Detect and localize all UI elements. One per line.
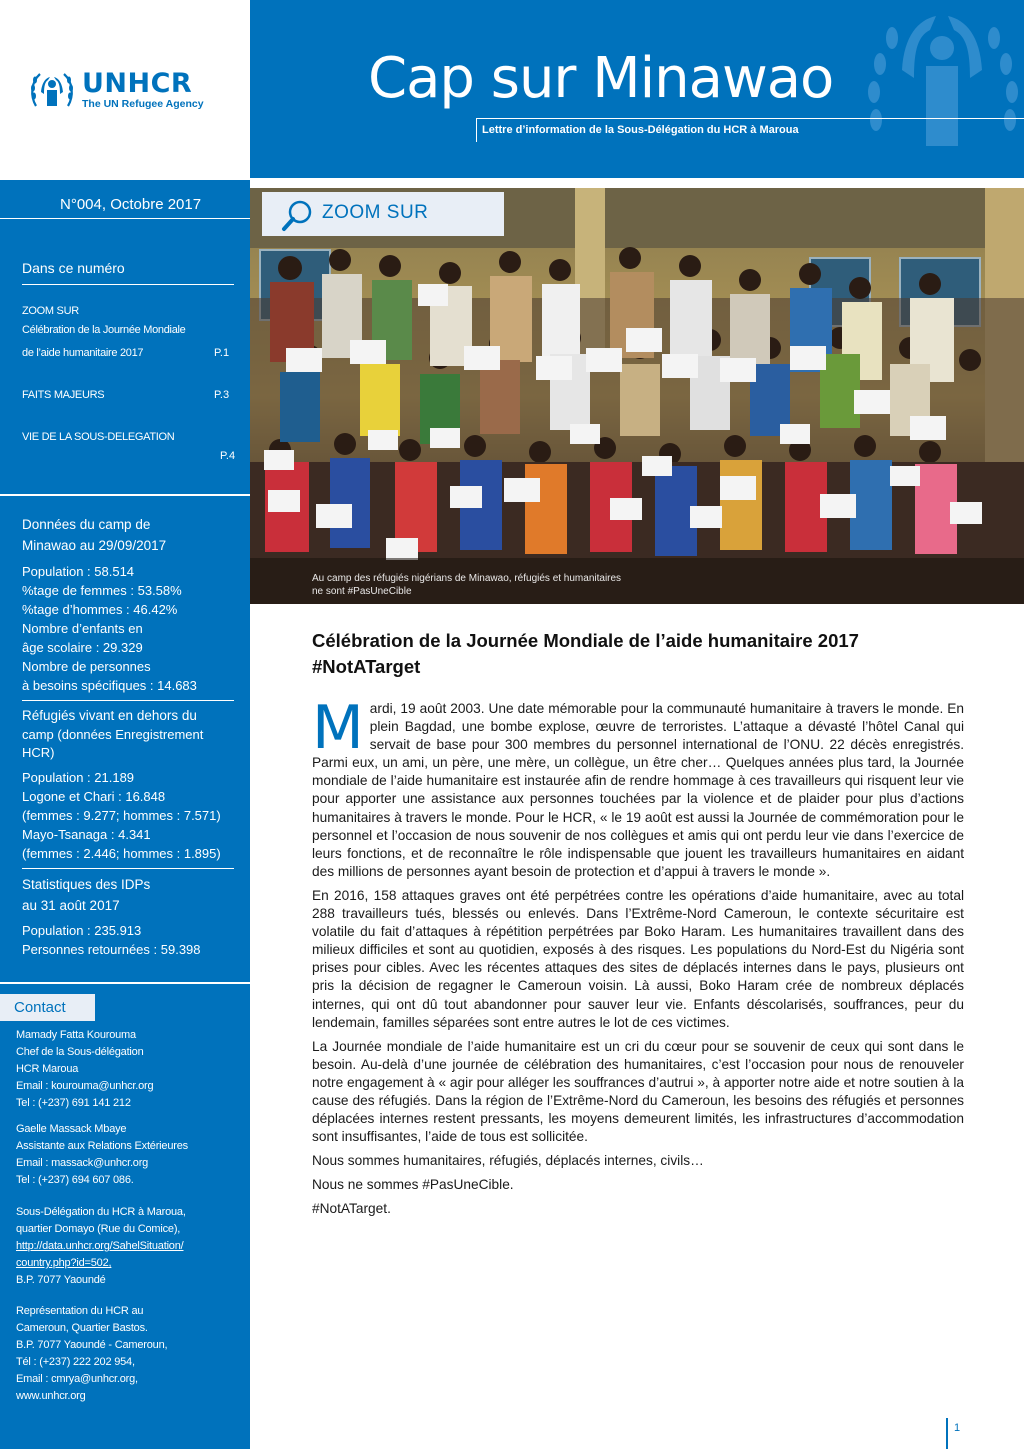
contact-link[interactable] bbox=[16, 1255, 111, 1271]
stats-rule bbox=[22, 700, 234, 701]
unhcr-watermark-icon bbox=[860, 0, 1024, 170]
toc-rule bbox=[22, 284, 234, 285]
contact-email[interactable]: Email : kourouma@unhcr.org bbox=[16, 1080, 154, 1092]
article-paragraph: #NotATarget. bbox=[312, 1201, 391, 1217]
stat-line: à besoins spécifiques : 14.683 bbox=[22, 678, 197, 693]
contact-email[interactable]: Email : massack@unhcr.org bbox=[16, 1157, 149, 1169]
contact-line: B.P. 7077 Yaoundé bbox=[16, 1274, 106, 1286]
toc-heading: Dans ce numéro bbox=[22, 260, 125, 276]
issue-number: N°004, Octobre 2017 bbox=[60, 196, 202, 213]
stat-line: Population : 58.514 bbox=[22, 564, 135, 579]
article-paragraph: Nous ne sommes #PasUneCible. bbox=[312, 1177, 514, 1193]
toc-page: P.1 bbox=[214, 347, 230, 359]
toc-page: P.4 bbox=[220, 450, 236, 462]
contact-line: quartier Domayo (Rue du Comice), bbox=[16, 1223, 181, 1235]
contact-line: Représentation du HCR au bbox=[16, 1305, 144, 1317]
contact-line: Gaelle Massack Mbaye bbox=[16, 1123, 127, 1135]
contact-tab-label: Contact bbox=[14, 999, 66, 1016]
stat-line: Nombre d’enfants en bbox=[22, 621, 143, 636]
sidebar-separator bbox=[0, 494, 250, 496]
stat-line: Population : 235.913 bbox=[22, 923, 142, 938]
contact-link-text[interactable]: http://data.unhcr.org/SahelSituation/ bbox=[16, 1240, 184, 1252]
unhcr-logo bbox=[28, 66, 204, 114]
camp-stats-heading: Données du camp de bbox=[22, 517, 151, 532]
newsletter-subtitle: Lettre d’information de la Sous-Délégation du HCR à Maroua bbox=[482, 124, 799, 136]
page-number: 1 bbox=[954, 1422, 961, 1434]
photo-caption-line: Au camp des réfugiés nigérians de Minawao, réfugiés et humanitaires bbox=[312, 573, 622, 584]
unhcr-emblem-icon bbox=[28, 66, 76, 114]
magnifier-icon bbox=[280, 198, 316, 234]
stat-line: Personnes retournées : 59.398 bbox=[22, 942, 201, 957]
group-photo-illustration bbox=[250, 188, 1024, 604]
contact-phone: Tel : (+237) 694 607 086. bbox=[16, 1174, 134, 1186]
article-paragraph: La Journée mondiale de l’aide humanitaire est un cri du cœur pour se souvenir de ceux qui sont dans le besoin. Au-delà d’une journée de célébration des humanitaires, c’est l’occasion pour nous de renouveler notre engagement à « agir pour alléger les souffrances d’autrui », à apporter notre aide et notre soutien à la cause des réfugiés. Dans la région de l’Extrême-Nord du Cameroun, les besoins des réfugiés et personnes déplacées internes restent pressants, les moyens demeurent limités, les infrastructures d’accommodation sont insuffisantes, l’aide de tous est sollicitée. bbox=[312, 1038, 964, 1145]
stat-line: (femmes : 9.277; hommes : 7.571) bbox=[22, 808, 221, 823]
contact-tab bbox=[0, 994, 95, 1021]
contact-link-text[interactable]: country.php?id=502, bbox=[16, 1257, 112, 1269]
stat-line: %tage d’hommes : 46.42% bbox=[22, 602, 178, 617]
sidebar-separator bbox=[0, 982, 250, 984]
photo-caption-line: ne sont #PasUneCible bbox=[312, 586, 412, 597]
stat-line: (femmes : 2.446; hommes : 1.895) bbox=[22, 846, 221, 861]
stat-line: Nombre de personnes bbox=[22, 659, 151, 674]
page-rule bbox=[946, 1418, 948, 1449]
photo-caption bbox=[312, 572, 621, 598]
header-rule bbox=[476, 118, 1024, 119]
toc-item-zoom-sur-sub[interactable]: Célébration de la Journée Mondiale bbox=[22, 324, 186, 336]
outside-stats-heading: HCR) bbox=[22, 745, 55, 760]
contact-line: Mamady Fatta Kourouma bbox=[16, 1029, 136, 1041]
newsletter-title: Cap sur Minawao bbox=[368, 46, 834, 111]
contact-email[interactable]: Email : cmrya@unhcr.org, bbox=[16, 1373, 138, 1385]
idp-stats-heading: Statistiques des IDPs bbox=[22, 877, 151, 892]
stat-line: %tage de femmes : 53.58% bbox=[22, 583, 182, 598]
contact-line: B.P. 7077 Yaoundé - Cameroun, bbox=[16, 1339, 168, 1351]
article-title bbox=[312, 628, 1012, 680]
group-photo bbox=[250, 188, 1024, 604]
header-rule-vertical bbox=[476, 118, 477, 142]
contact-line: Chef de la Sous-délégation bbox=[16, 1046, 144, 1058]
stat-line: Mayo-Tsanaga : 4.341 bbox=[22, 827, 151, 842]
article-paragraph-text: ardi, 19 août 2003. Une date mémorable pour la communauté humanitaire à travers le monde. En plein Bagdad, une bombe explose, œuvre de terroristes. L’attaque a dévasté l’hôtel Canal qui servait de base pour 300 membres du personnel international de l’ONU. 22 décès enregistrés. Parmi eux, un ami, un père, une mère, un collègue, un être cher… Quelques années plus tard, la Journée mondiale de l’aide humanitaire est instaurée afin de rendre hommage à ces travailleurs qui risquent leur vie pour apporter une assistance aux personnes touchées par la violence et de plaider pour plus d’actions humanitaires à travers le monde. Pour le HCR, « le 19 août est aussi la Journée de commémoration pour le personnel et l’occasion de nous souvenir de nos collègues et amis qui ont perdu leur vie dans l’exercice de leurs fonctions, et de reconnaître le rôle indispensable que jouent les travailleurs humanitaires en aidant des millions de personnes ayant besoin de protection et d’appui à travers le monde ». bbox=[312, 701, 964, 879]
contact-line: Assistante aux Relations Extérieures bbox=[16, 1140, 188, 1152]
idp-stats-heading: au 31 août 2017 bbox=[22, 898, 120, 913]
toc-item-faits-majeurs[interactable]: FAITS MAJEURS bbox=[22, 389, 105, 401]
contact-phone: Tél : (+237) 222 202 954, bbox=[16, 1356, 135, 1368]
stat-line: âge scolaire : 29.329 bbox=[22, 640, 143, 655]
article-paragraph: Nous sommes humanitaires, réfugiés, déplacés internes, civils… bbox=[312, 1153, 704, 1169]
toc-page: P.3 bbox=[214, 389, 230, 401]
contact-link[interactable] bbox=[16, 1238, 184, 1254]
camp-stats-heading: Minawao au 29/09/2017 bbox=[22, 538, 167, 553]
toc-item-zoom-sur-sub[interactable]: de l’aide humanitaire 2017 bbox=[22, 347, 144, 359]
article-title-line: Célébration de la Journée Mondiale de l’aide humanitaire 2017 bbox=[312, 630, 859, 651]
outside-stats-heading: Réfugiés vivant en dehors du bbox=[22, 708, 197, 723]
stat-line: Population : 21.189 bbox=[22, 770, 135, 785]
contact-website[interactable]: www.unhcr.org bbox=[16, 1390, 86, 1402]
stat-line: Logone et Chari : 16.848 bbox=[22, 789, 166, 804]
contact-line: Cameroun, Quartier Bastos. bbox=[16, 1322, 148, 1334]
zoom-sur-label: ZOOM SUR bbox=[322, 202, 429, 223]
outside-stats-heading: camp (données Enregistrement bbox=[22, 727, 204, 742]
contact-phone: Tel : (+237) 691 141 212 bbox=[16, 1097, 131, 1109]
issue-rule bbox=[0, 218, 250, 219]
article-body bbox=[312, 693, 964, 1225]
article-paragraph bbox=[312, 693, 964, 881]
drop-cap: M bbox=[312, 693, 364, 763]
stats-rule bbox=[22, 868, 234, 869]
contact-line: Sous-Délégation du HCR à Maroua, bbox=[16, 1206, 186, 1218]
org-tagline: The UN Refugee Agency bbox=[82, 98, 204, 110]
toc-item-zoom-sur[interactable]: ZOOM SUR bbox=[22, 305, 79, 317]
article-hashtag: #NotATarget bbox=[312, 656, 421, 677]
toc-item-vie-sous-delegation[interactable]: VIE DE LA SOUS-DELEGATION bbox=[22, 431, 175, 443]
org-name: UNHCR bbox=[82, 68, 193, 99]
contact-line: HCR Maroua bbox=[16, 1063, 79, 1075]
article-paragraph: En 2016, 158 attaques graves ont été perpétrées contre les opérations d’aide humanitaire, avec au total 288 travailleurs tués, blessés ou enlevés. Dans l’Extrême-Nord Cameroun, le contexte sécuritaire est volatile du fait d’attaques à répétition perpétrées par Boko Haram. Les humanitaires travaillent dans des milieux difficiles et sont au quotidien, exposés à des risques. Les populations du Nord-Est du Nigéria sont prises pour cibles. Avec les récentes attaques des sites de déplacés internes dans le pays, plusieurs ont pris la décision de regagner le Cameroun voisin. Là aussi, Boko Haram crée de nombreux déplacés internes, qui ont dû tout abandonner pour sauver leur vie. Enfants déscolarisés, souffrances, peur du lendemain, familles séparées sont entre autres le lot de ces victimes. bbox=[312, 887, 964, 1030]
